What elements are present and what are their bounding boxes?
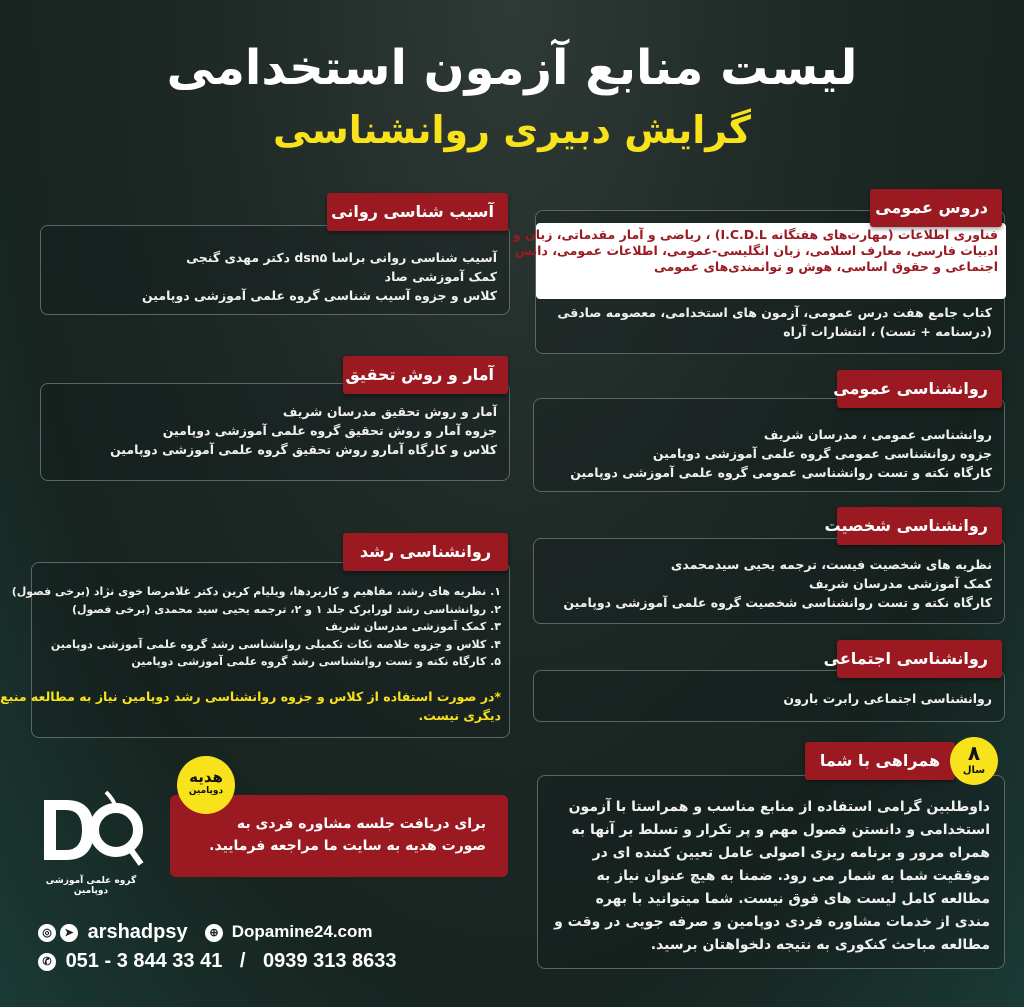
general-topics-line: ادبیات فارسی، معارف اسلامی، زبان انگلیسی-عمومی، اطلاعات عمومی، دانش: [514, 243, 998, 258]
general-source-line: (درسنامه + تست) ، انتشارات آراه: [783, 324, 992, 339]
dopamine-logo: [36, 790, 146, 896]
social-psychology-tag: روانشناسی اجتماعی: [837, 640, 1002, 678]
social-handle: arshadpsy: [87, 921, 188, 943]
psychopathology-box: [40, 225, 510, 315]
social-contact[interactable]: [38, 921, 188, 944]
gift-badge-sub: دوپامین: [188, 786, 224, 796]
statistics-tag: آمار و روش تحقیق: [343, 356, 508, 394]
general-psychology-line: کارگاه نکته و تست روانشناسی عمومی گروه علمی آموزشی دوپامین: [570, 465, 992, 480]
with-you-tag: همراهی با شما: [805, 742, 955, 780]
personality-box: [533, 538, 1005, 624]
gift-badge-title: هدیه: [189, 768, 223, 786]
instagram-icon: ◎: [38, 924, 56, 942]
social-psychology-line: روانشناسی اجتماعی رابرت بارون: [783, 691, 992, 706]
developmental-line: ۴. کلاس و جزوه خلاصه نکات تکمیلی روانشناسی رشد گروه علمی آموزشی دوپامین: [50, 637, 501, 651]
statistics-line: کلاس و کارگاه آمارو روش تحقیق گروه علمی آموزشی دوپامین: [110, 442, 497, 457]
gift-line: صورت هدیه به سایت ما مراجعه فرمایید.: [209, 838, 486, 854]
developmental-line: ۳. کمک آموزشی مدرسان شریف: [325, 620, 501, 633]
developmental-line: ۱. نظریه های رشد، مفاهیم و کاربردها، ویلیام کرین دکتر غلامرضا خوی نژاد (برخی فصول): [11, 585, 501, 598]
general-courses-tag: دروس عمومی: [870, 189, 1002, 227]
telegram-icon: ➤: [60, 924, 78, 942]
page-title: لیست منابع آزمون استخدامی: [166, 40, 858, 96]
page-subtitle: گرایش دبیری روانشناسی: [272, 108, 751, 152]
general-topics-line: اجتماعی و حقوق اساسی، هوش و توانمندی‌های عمومی: [653, 259, 998, 274]
psychopathology-tag: آسیب شناسی روانی: [327, 193, 508, 231]
personality-tag: روانشناسی شخصیت: [837, 507, 1002, 545]
general-psychology-line: روانشناسی عمومی ، مدرسان شریف: [763, 427, 992, 442]
developmental-note: دیگری نیست.: [418, 708, 501, 723]
general-psychology-line: جزوه روانشناسی عمومی گروه علمی آموزشی دوپامین: [652, 446, 992, 461]
general-source-line: کتاب جامع هفت درس عمومی، آزمون های استخدامی، معصومه صادقی: [557, 305, 992, 320]
with-you-line: داوطلبین گرامی استفاده از منابع مناسب و همراستا با آزمون: [568, 799, 990, 815]
with-you-line: استخدامی و دانستن فصول مهم و پر تکرار و تسلط بر آنها به: [571, 822, 990, 838]
general-courses-box: [513, 210, 1005, 354]
logo-caption: گروه علمی آموزشی دوپامین: [45, 876, 137, 896]
developmental-line: ۲. روانشناسی رشد لورابرک جلد ۱ و ۲، ترجمه یحیی سید محمدی (برخی فصول): [71, 602, 501, 616]
phone-contact[interactable]: [38, 950, 397, 973]
with-you-box: [537, 775, 1005, 969]
gift-line: برای دریافت جلسه مشاوره فردی به: [236, 816, 486, 832]
phone-separator: /: [239, 950, 246, 972]
with-you-line: مطالعه مباحث کنکوری به نتیجه دلخواهتان برسید.: [650, 937, 990, 953]
general-psychology-box: [533, 398, 1005, 492]
statistics-line: آمار و روش تحقیق مدرسان شریف: [282, 404, 497, 419]
general-psychology-tag: روانشناسی عمومی: [837, 370, 1002, 408]
website-link: Dopamine24.com: [231, 922, 373, 941]
website-contact[interactable]: [205, 922, 373, 942]
phone-1: 051 - 3 844 33 41: [65, 950, 223, 972]
statistics-line: جزوه آمار و روش تحقیق گروه علمی آموزشی دوپامین: [162, 423, 497, 438]
phone-2: 0939 313 8633: [263, 950, 397, 972]
developmental-box: [0, 562, 510, 738]
personality-line: نظریه های شخصیت فیست، ترجمه یحیی سیدمحمدی: [670, 557, 992, 572]
phone-icon: ✆: [38, 953, 56, 971]
badge-unit: سال: [962, 765, 986, 776]
with-you-line: موفقیت شما به شمار می رود. ضمنا به هیچ عنوان نیاز به: [596, 868, 990, 884]
psychopathology-line: کمک آموزشی صاد: [384, 269, 497, 284]
psychopathology-line: آسیب شناسی روانی براسا dsn۵ دکتر مهدی گنجی: [186, 250, 497, 265]
globe-icon: ⊕: [205, 924, 223, 942]
statistics-box: [40, 383, 510, 481]
with-you-line: همراه مرور و برنامه ریزی اصولی عامل تعیین کننده ای در: [592, 845, 990, 861]
logo-mark-icon: [36, 790, 146, 870]
with-you-line: مندی از خدمات مشاوره فردی دوپامین و صرفه جویی در وقت و: [554, 914, 990, 930]
gift-badge: [177, 756, 235, 814]
personality-line: کارگاه نکته و تست روانشناسی شخصیت گروه علمی آموزشی دوپامین: [563, 595, 992, 610]
general-courses-topics: [513, 223, 1006, 299]
developmental-tag: روانشناسی رشد: [343, 533, 508, 571]
developmental-note: *در صورت استفاده از کلاس و جزوه روانشناسی رشد دوپامین نیاز به مطالعه منبع: [0, 689, 501, 704]
personality-line: کمک آموزشی مدرسان شریف: [809, 576, 992, 591]
developmental-line: ۵. کارگاه نکته و تست روانشناسی رشد گروه علمی آموزشی دوپامین: [131, 655, 501, 668]
psychopathology-line: کلاس و جزوه آسیب شناسی گروه علمی آموزشی دوپامین: [142, 288, 497, 303]
eight-years-badge: [950, 737, 998, 785]
general-topics-line: فناوری اطلاعات (مهارت‌های هفتگانه I.C.D.L) ، ریاضی و آمار مقدماتی، زبان و: [513, 227, 998, 242]
badge-number: ۸: [967, 741, 981, 765]
with-you-line: مطالعه کامل لیست های فوق نیست. شما میتوانید با بهره: [595, 891, 990, 907]
